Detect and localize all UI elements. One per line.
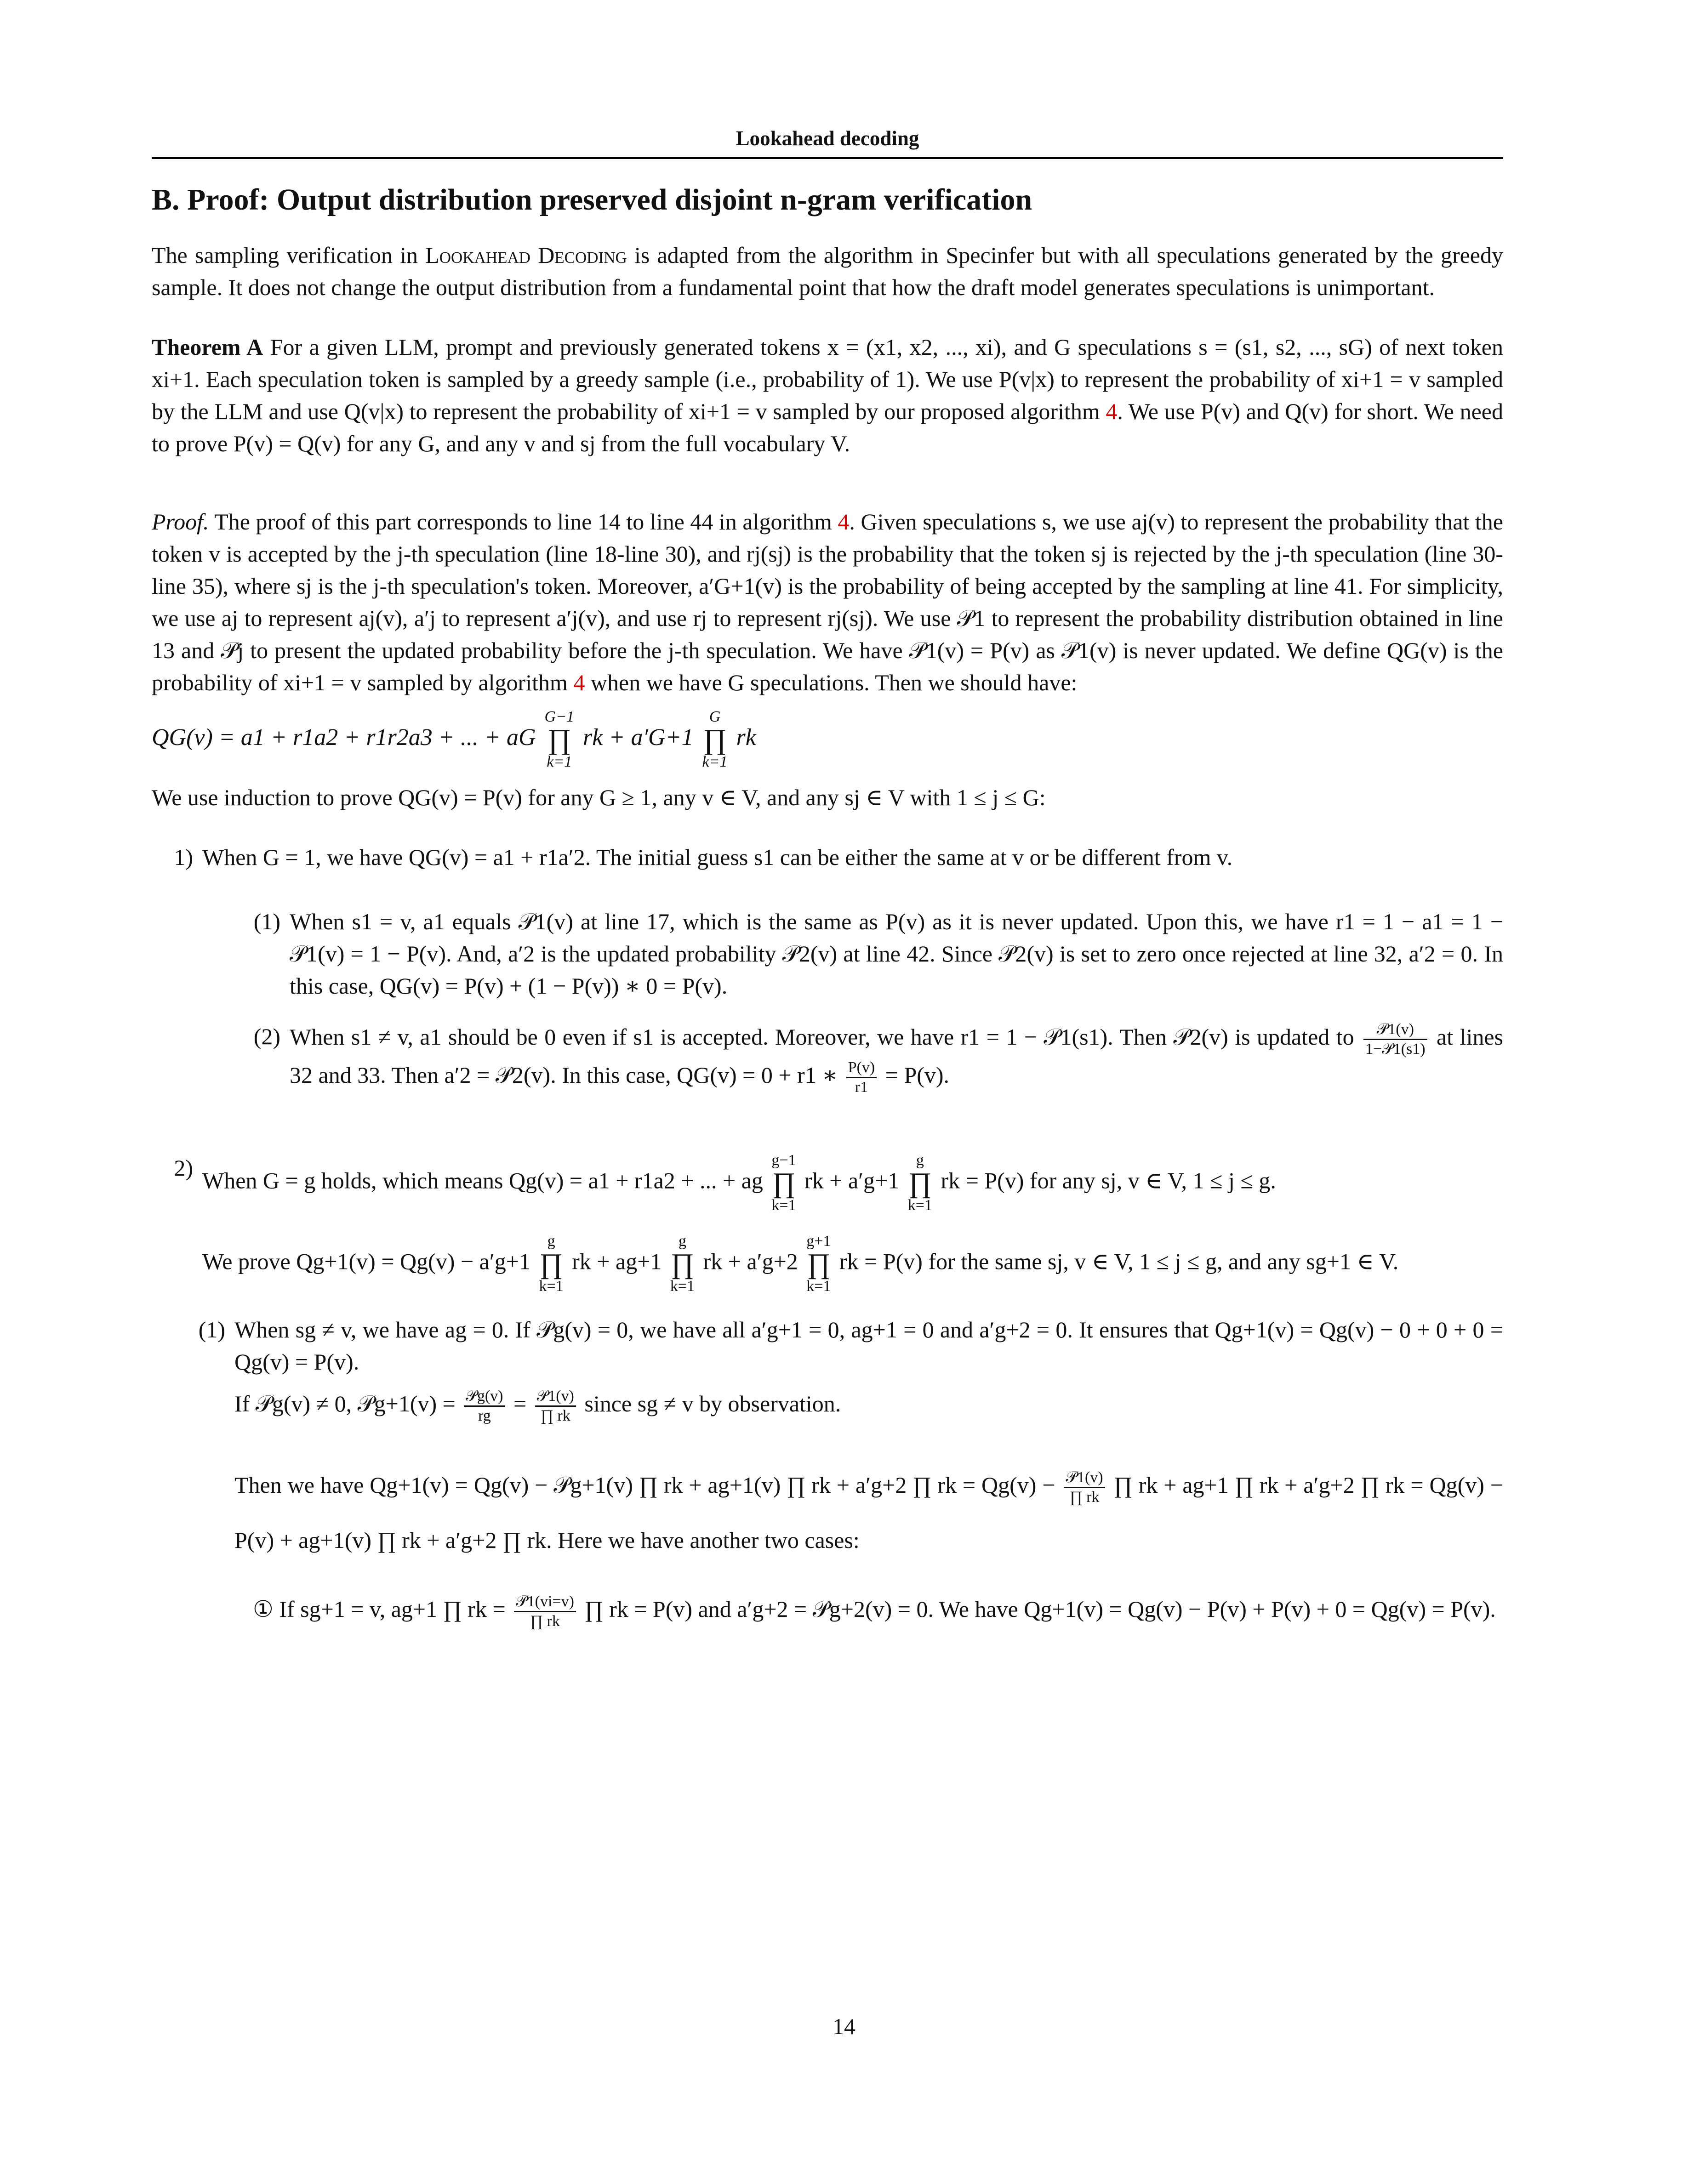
proof-label: Proof. xyxy=(152,509,209,535)
fraction: $\frac{\text{𝒫1(vi=v)}}{\prod rk}$ xyxy=(514,1592,576,1631)
sub-number: (2) xyxy=(253,1024,280,1049)
induction-cases xyxy=(152,841,1503,1655)
intro-part2: is adapted from the algorithm in Specinfer but with all speculations generated by the greedy sample. It does not change the output distribution from a fundamental point that how the draft model generates speculations is unimportant. xyxy=(152,242,1503,300)
case-1 xyxy=(152,841,1503,1115)
page-number: 14 xyxy=(833,2013,855,2039)
method-name: Lookahead Decoding xyxy=(425,242,627,268)
header-rule xyxy=(152,157,1503,159)
text: We prove Qg+1(v) = Qg(v) − a′g+1 xyxy=(202,1248,530,1274)
product-operator: G−1 ∏ k=1 xyxy=(544,708,575,771)
case2-text xyxy=(202,1152,1503,1214)
induction-intro: We use induction to prove QG(v) = P(v) for any G ≥ 1, any v ∈ V, and any sj ∈ V with 1 ≤ j ≤ G: xyxy=(152,785,1046,810)
algorithm-ref-link[interactable]: 4 xyxy=(838,509,850,535)
theorem-paragraph xyxy=(152,331,1503,460)
if-line xyxy=(234,1387,1503,1425)
sub-number: (1) xyxy=(253,909,280,934)
fraction: $\frac{\text{𝒫1(v)}}{\text{1−𝒫1(s1)}}$ xyxy=(1363,1020,1427,1058)
case2-prove xyxy=(202,1233,1503,1295)
proof-text3: when we have G speculations. Then we should have: xyxy=(585,670,1078,695)
text: rk = P(v) for the same sj, v ∈ V, 1 ≤ j ≤ g, and any sg+1 ∈ V. xyxy=(833,1248,1399,1274)
case1-text: When G = 1, we have QG(v) = a1 + r1a′2. The initial guess s1 can be either the same at v or be different from v. xyxy=(202,844,1233,870)
product-operator: G ∏ k=1 xyxy=(702,708,728,771)
algorithm-ref-link[interactable]: 4 xyxy=(573,670,585,695)
text: If sg+1 = v, ag+1 ∏ rk = xyxy=(273,1596,512,1622)
text: Then we have Qg+1(v) = Qg(v) − 𝒫g+1(v) ∏ rk + ag+1(v) ∏ rk + a′g+2 ∏ rk = Qg(v) − xyxy=(234,1472,1061,1498)
text: When G = g holds, which means Qg(v) = a1 + r1a2 + ... + ag xyxy=(202,1167,763,1194)
circled-number: ① xyxy=(253,1596,274,1622)
case2-sub1-body xyxy=(234,1314,1503,1637)
text: since sg ≠ v by observation. xyxy=(578,1390,841,1416)
text: rk + a′g+1 xyxy=(798,1167,905,1194)
algorithm-ref-link[interactable]: 4 xyxy=(1106,398,1118,424)
product-operator: g ∏ k=1 xyxy=(907,1152,932,1214)
case2-sub1-text: When sg ≠ v, we have ag = 0. If 𝒫g(v) = 0, we have all a′g+1 = 0, ag+1 = 0 and a′g+2 = 0. It ensures that Qg+1(v) = Qg(v) − 0 + 0 + 0 = Qg(v) = P(v). xyxy=(234,1317,1503,1375)
eq-term1: rk + a′G+1 xyxy=(583,724,694,751)
eq-lhs: QG(v) = a1 + r1a2 + r1r2a3 + ... + aG xyxy=(152,724,536,751)
text: When s1 ≠ v, a1 should be 0 even if s1 is accepted. Moreover, we have r1 = 1 − 𝒫1(s1). Then 𝒫2(v) is updated to xyxy=(290,1024,1354,1050)
proof-text1: The proof of this part corresponds to line 14 to line 44 in algorithm xyxy=(209,509,838,535)
sub-number: (1) xyxy=(198,1317,225,1342)
case-2 xyxy=(152,1152,1503,1655)
eq-term2: rk xyxy=(736,724,756,751)
page-content xyxy=(152,124,1503,1683)
product-operator: g ∏ k=1 xyxy=(539,1233,564,1295)
theorem-text2: . We use P(v) and Q(v) for short. We need to prove P(v) = Q(v) for any G, and any v and sj from the full vocabulary V. xyxy=(152,398,1503,456)
proof-paragraph xyxy=(152,506,1503,699)
case1-sub2-text xyxy=(290,1020,1503,1097)
intro-part1: The sampling verification in xyxy=(152,242,426,268)
text: ∏ rk = P(v) and a′g+2 = 𝒫g+2(v) = 0. We have Qg+1(v) = Qg(v) − P(v) + P(v) + 0 = Qg(v) = P(v). xyxy=(578,1596,1496,1622)
text: rk + ag+1 xyxy=(566,1248,667,1274)
case-number: 1) xyxy=(174,844,193,870)
theorem-text1: For a given LLM, prompt and previously generated tokens x = (x1, x2, ..., xi), and G speculations s = (s1, s2, ..., sG) of next token xi+1. Each speculation token is sampled by a greedy sample (i.e., probability of 1). We use P(v|x) to represent the probability of xi+1 = v sampled by the LLM and use Q(v|x) to represent the probability of xi+1 = v sampled by our proposed algorithm xyxy=(152,334,1503,424)
text: = P(v). xyxy=(879,1062,950,1088)
text: rk + a′g+2 xyxy=(697,1248,804,1274)
main-equation xyxy=(152,703,1503,772)
running-head: Lookahead decoding xyxy=(736,127,919,150)
text: at lines 32 and 33. Then a′2 = 𝒫2(v). In this case, QG(v) = 0 + r1 ∗ xyxy=(290,1024,1503,1088)
section-title: B. Proof: Output distribution preserved disjoint n-gram verification xyxy=(152,183,1032,216)
case-number: 2) xyxy=(174,1155,193,1181)
intro-paragraph xyxy=(152,239,1503,303)
fraction: $\frac{P(v)}{r1}$ xyxy=(846,1058,877,1097)
text: If 𝒫g(v) ≠ 0, 𝒫g+1(v) = xyxy=(234,1390,462,1416)
fraction: $\frac{\text{𝒫1(v)}}{\prod rk}$ xyxy=(535,1387,576,1425)
text: = xyxy=(508,1390,532,1416)
text: rk = P(v) for any sj, v ∈ V, 1 ≤ j ≤ g. xyxy=(935,1167,1276,1194)
product-operator: g+1 ∏ k=1 xyxy=(806,1233,831,1295)
case1-sub2 xyxy=(230,1020,1503,1097)
text: ∏ rk + ag+1 ∏ rk + a′g+2 ∏ rk = Qg(v) − P(v) + ag+1(v) ∏ rk + a′g+2 ∏ rk. Here we have another two cases: xyxy=(234,1472,1503,1553)
case2-sub1 xyxy=(175,1314,1503,1637)
proof-text2: . Given speculations s, we use aj(v) to represent the probability that the token v is accepted by the j-th speculation (line 18-line 30), and rj(sj) is the probability that the token sj is rejected by the j-th speculation (line 30-line 35), where sj is the j-th speculation's token. Moreover, a′G+1(v) is the probability of being accepted by the sampling at line 41. For simplicity, we use aj to represent aj(v), a′j to represent a′j(v), and use rj to represent rj(sj). We use 𝒫1 to represent the probability distribution obtained in line 13 and 𝒫j to present the updated probability before the j-th speculation. We have 𝒫1(v) = P(v) as 𝒫1(v) is never updated. We define QG(v) is the probability of xi+1 = v sampled by algorithm xyxy=(152,509,1503,695)
product-operator: g−1 ∏ k=1 xyxy=(771,1152,796,1214)
case1-sub1 xyxy=(230,905,1503,1002)
fraction: $\frac{\text{𝒫1(v)}}{\prod rk}$ xyxy=(1064,1468,1105,1507)
fraction: $\frac{\text{𝒫g(v)}}{rg}$ xyxy=(464,1387,505,1425)
case1-sub1-text: When s1 = v, a1 equals 𝒫1(v) at line 17, which is the same as P(v) as it is never updated. Upon this, we have r1 = 1 − a1 = 1 − 𝒫1(v) = 1 − P(v). And, a′2 is the updated probability 𝒫2(v) at line 42. Since 𝒫2(v) is set to zero once rejected at line 32, a′2 = 0. In this case, QG(v) = P(v) + (1 − P(v)) ∗ 0 = P(v). xyxy=(290,909,1503,999)
then-line xyxy=(234,1457,1503,1568)
product-operator: g ∏ k=1 xyxy=(670,1233,695,1295)
theorem-label: Theorem A xyxy=(152,334,263,360)
subcase-1 xyxy=(253,1581,1503,1637)
